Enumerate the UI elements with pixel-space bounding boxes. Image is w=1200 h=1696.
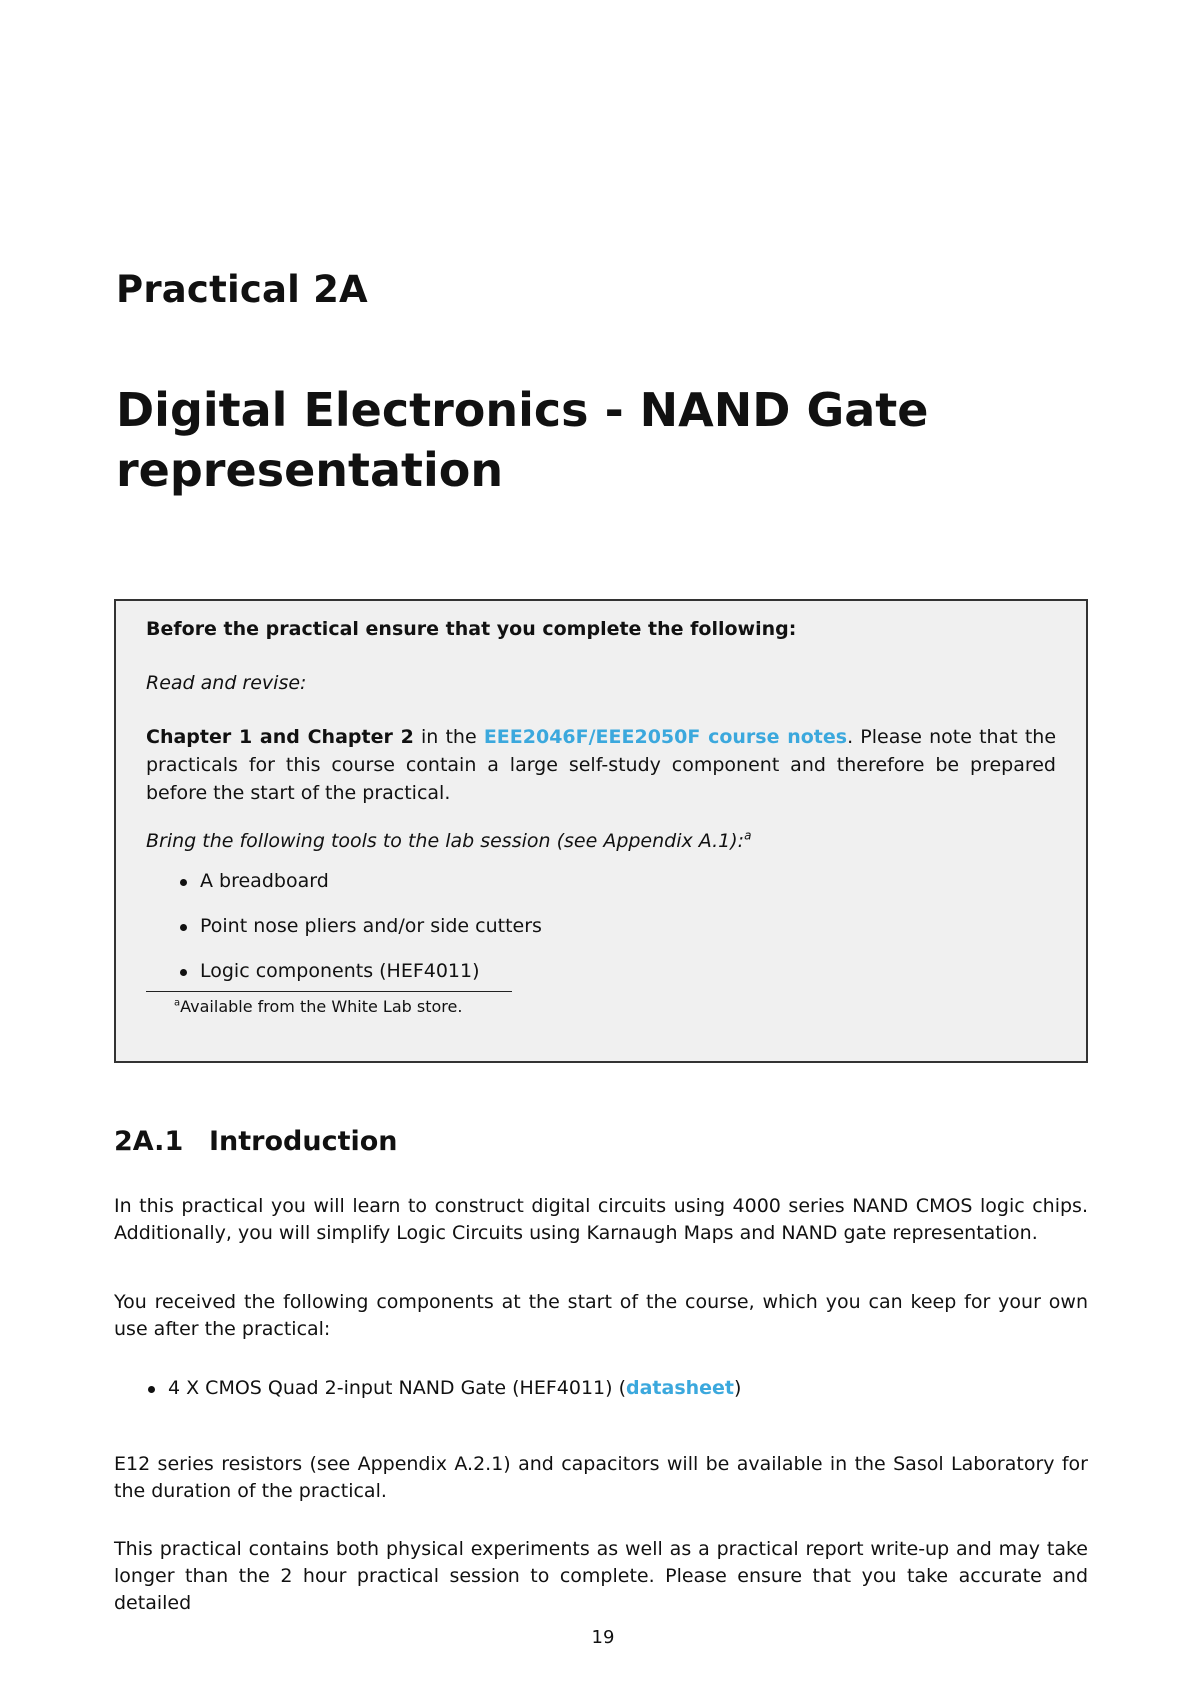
components-intro-paragraph: You received the following components at the start of the course, which you can keep for your own use after the practical:: [114, 1291, 1088, 1340]
preparation-heading: Before the practical ensure that you complete the following:: [146, 618, 797, 640]
tool-item-breadboard: A breadboard: [176, 867, 1056, 895]
tool-item-pliers: Point nose pliers and/or side cutters: [176, 912, 1056, 940]
course-notes-link[interactable]: EEE2046F/EEE2050F course notes: [483, 726, 848, 748]
component-item-text: 4 X CMOS Quad 2-input NAND Gate (HEF4011) (: [168, 1377, 626, 1399]
tool-item-logic-components: Logic components (HEF4011): [176, 957, 1056, 985]
components-list: [144, 1375, 741, 1402]
document-page: [116, 0, 1090, 1696]
read-and-revise-label: Read and revise:: [146, 672, 307, 694]
intro-paragraph: In this practical you will learn to construct digital circuits using 4000 series NAND CMOS logic chips. Additionally, you will simplify Logic Circuits using Karnaugh Maps and NAND gate representation.: [114, 1195, 1088, 1244]
tools-list: [146, 867, 1056, 985]
duration-paragraph: This practical contains both physical experiments as well as a practical report write-up and may take longer than the 2 hour practical session to complete. Please ensure that you take accurate and detailed: [114, 1538, 1088, 1614]
practical-title: Digital Electronics - NAND Gate representation: [116, 383, 929, 497]
footnote: [174, 996, 1056, 1018]
footnote-mark: a: [174, 997, 181, 1009]
bring-tools-label: [146, 827, 1056, 855]
footnote-divider: [146, 991, 512, 992]
section-title: Introduction: [209, 1126, 398, 1157]
section-heading: [114, 1126, 398, 1157]
section-number: 2A.1: [114, 1126, 184, 1157]
footnote-text: Available from the White Lab store.: [180, 997, 463, 1016]
datasheet-link[interactable]: datasheet: [626, 1377, 735, 1399]
practical-label: Practical 2A: [116, 268, 368, 311]
preparation-box: [114, 599, 1088, 1063]
footnote-marker: a: [744, 828, 752, 843]
page-number: 19: [591, 1627, 615, 1648]
chapter-reference-mid: in the: [413, 726, 484, 748]
component-item-nand-gate: [144, 1375, 741, 1402]
component-item-close: ): [734, 1377, 742, 1399]
bring-tools-text: Bring the following tools to the lab session (see Appendix A.1):: [146, 830, 745, 852]
chapter-reference-bold: Chapter 1 and Chapter 2: [146, 726, 414, 748]
resistors-paragraph: E12 series resistors (see Appendix A.2.1) and capacitors will be available in the Sasol Laboratory for the duration of the practical.: [114, 1453, 1088, 1502]
chapter-reference-paragraph: [146, 723, 1056, 807]
chapter-reference-rest: . Please note that the practicals for this course contain a large self-study component and therefore be prepared before the start of the practical.: [146, 726, 1057, 804]
